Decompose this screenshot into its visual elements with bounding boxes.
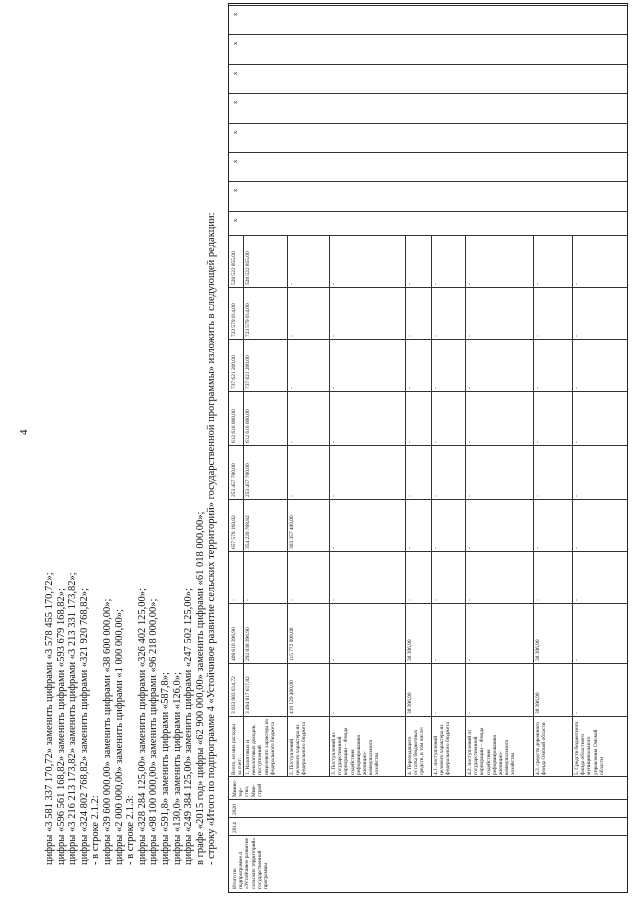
amount-cell: - xyxy=(289,599,295,601)
grid-vline xyxy=(229,391,627,392)
amount-cell: 303 357 400,00 xyxy=(289,515,295,549)
amount-cell: - xyxy=(407,283,413,285)
amount-cell: 657 578 168,82 xyxy=(231,515,237,549)
row-title: Итого по подпрограмме 4 «Устойчивое развитие сельских территорий» государственной программы xyxy=(232,837,270,889)
grid-vline xyxy=(229,835,627,836)
amount-cell: - xyxy=(245,599,251,601)
amount-cell: - xyxy=(467,387,473,389)
amount-cell: 612 616 000,00 xyxy=(245,409,251,443)
amount-cell: - xyxy=(331,599,337,601)
amount-cell: - xyxy=(574,495,580,497)
grid-vline xyxy=(229,817,627,818)
amount-cell: - xyxy=(331,712,337,714)
amount-cell: - xyxy=(433,659,439,661)
funding-source-cell: Всего, из них расходы за счет: xyxy=(231,724,244,775)
grid-hline xyxy=(431,236,432,777)
grid-hline xyxy=(243,236,244,777)
amount-cell: - xyxy=(467,712,473,714)
instruction-line: цифры «2 000 000,00» заменить цифрами «1 000 000,00»; xyxy=(113,609,125,865)
amount-cell: - xyxy=(574,283,580,285)
amount-cell: 38 396,90 xyxy=(407,692,413,714)
instruction-line: цифры «596 561 168,82» заменить цифрами «593 679 168,82»; xyxy=(55,588,67,865)
amount-cell: 528 522 855,00 xyxy=(231,251,237,285)
amount-cell: - xyxy=(535,495,541,497)
amount-cell: - xyxy=(433,495,439,497)
amount-cell: - xyxy=(407,599,413,601)
amount-cell: - xyxy=(574,387,580,389)
grid-vline xyxy=(229,445,627,446)
grid-vline xyxy=(229,181,627,182)
grid-vline xyxy=(229,603,627,604)
grid-vline xyxy=(229,64,627,65)
not-applicable-mark: x xyxy=(232,159,239,163)
grid-hline xyxy=(533,236,534,777)
amount-cell: - xyxy=(331,335,337,337)
amount-cell: 528 522 855,00 xyxy=(245,251,251,285)
instruction-line: - в строке 2.1.2: xyxy=(90,795,102,865)
amount-cell: - xyxy=(467,547,473,549)
amount-cell: - xyxy=(535,283,541,285)
funding-source-cell: 3. Поступлений из государственной корпорации – Фонда содействия реформированию жилищно-коммунального хозяйства xyxy=(331,727,381,775)
amount-cell: 38 396,90 xyxy=(407,639,413,661)
grid-vline xyxy=(229,287,627,288)
instruction-line: цифры «324 802 768,82» заменить цифрами «321 920 768,82»; xyxy=(78,588,90,865)
amount-cell: - xyxy=(433,599,439,601)
page-number: 4 xyxy=(18,429,30,435)
instruction-line: цифры «130,0» заменить цифрами «126,0»; xyxy=(171,672,183,865)
instruction-line: - в строке 2.1.3: xyxy=(125,795,137,865)
amount-cell: - xyxy=(331,387,337,389)
subprogram-total-table xyxy=(228,3,628,893)
amount-cell: - xyxy=(331,659,337,661)
amount-cell: - xyxy=(289,283,295,285)
amount-cell: - xyxy=(433,335,439,337)
amount-cell: 737 621 200,00 xyxy=(245,355,251,389)
amount-cell: - xyxy=(407,495,413,497)
amount-cell: - xyxy=(467,659,473,661)
amount-cell: - xyxy=(289,441,295,443)
grid-vline xyxy=(229,499,627,500)
grid-vline xyxy=(229,123,627,124)
amount-cell: 419 129 400,00 xyxy=(289,680,295,714)
amount-cell: 3 494 817 617,82 xyxy=(245,676,251,714)
grid-hline xyxy=(287,236,288,777)
funding-source-cell: 1. Налоговых и неналоговых доходов, поступлений нецелевого характера из федерального бюджета xyxy=(245,719,276,775)
funding-source-cell: 4.3. средств дорожного фонда Омской области xyxy=(535,722,548,775)
amount-cell: - xyxy=(289,335,295,337)
executor: Минис-тер-ство, Мин-строй xyxy=(232,779,263,797)
amount-cell: - xyxy=(535,335,541,337)
grid-vline xyxy=(229,339,627,340)
amount-cell: - xyxy=(331,547,337,549)
funding-source-cell: 4. Переходящего остатка бюджетных средств, в том числе: xyxy=(407,726,426,775)
amount-cell: - xyxy=(467,599,473,601)
not-applicable-mark: x xyxy=(232,12,239,16)
amount-cell: - xyxy=(407,387,413,389)
not-applicable-mark: x xyxy=(232,218,239,222)
amount-cell: 612 616 000,00 xyxy=(231,409,237,443)
grid-vline xyxy=(229,799,627,800)
amount-cell: - xyxy=(574,547,580,549)
grid-hline xyxy=(329,236,330,777)
instruction-line: цифры «98 100 000,00» заменить цифрами «96 218 000,00»; xyxy=(148,598,160,865)
amount-cell: 38 396,90 xyxy=(535,639,541,661)
funding-source-cell: 4.1. поступлений целевого характера из федерального бюджета xyxy=(433,721,452,775)
amount-cell: - xyxy=(433,283,439,285)
amount-cell: - xyxy=(574,335,580,337)
grid-hline xyxy=(465,236,466,777)
amount-cell: - xyxy=(433,712,439,714)
grid-vline xyxy=(229,152,627,153)
amount-cell: - xyxy=(289,495,295,497)
instruction-line: - строку «Итого по подпрограмме 4 «Устойчивое развитие сельских территорий» государственной программы» изложить в следующей редакции: xyxy=(206,212,218,865)
amount-cell: - xyxy=(574,712,580,714)
amount-cell: 737 621 200,00 xyxy=(231,355,237,389)
amount-cell: 723 579 014,00 xyxy=(245,303,251,337)
amount-cell: - xyxy=(433,547,439,549)
year-from: 2014 xyxy=(232,822,238,833)
amount-cell: 115 772 000,00 xyxy=(289,627,295,661)
not-applicable-mark: x xyxy=(232,41,239,45)
amount-cell: - xyxy=(467,441,473,443)
instruction-line: цифры «39 600 000,00» заменить цифрами «38 600 000,00»; xyxy=(101,598,113,865)
grid-vline xyxy=(229,551,627,552)
grid-vline xyxy=(229,34,627,35)
amount-cell: - xyxy=(407,335,413,337)
not-applicable-mark: x xyxy=(232,130,239,134)
instruction-line: в графе «2015 год» цифры «62 900 000,00» заменить цифрами «61 018 000,00»; xyxy=(194,511,206,865)
amount-cell: - xyxy=(331,283,337,285)
instruction-line: цифры «3 216 213 173,82» заменить цифрами «3 213 331 173,82»; xyxy=(67,572,79,865)
amount-cell: - xyxy=(574,599,580,601)
grid-vline xyxy=(229,663,627,664)
not-applicable-mark: x xyxy=(232,188,239,192)
funding-source-cell: 5. Средств бюджетного фонда областного муниципального управления Омской области xyxy=(574,721,605,775)
not-applicable-mark: x xyxy=(232,71,239,75)
amount-cell: - xyxy=(467,335,473,337)
amount-cell: - xyxy=(574,659,580,661)
funding-source-cell: 2. Поступлений целевого характера из федерального бюджета xyxy=(289,721,308,775)
amount-cell: 292 838 396,90 xyxy=(245,627,251,661)
instruction-line: цифры «328 284 125,00» заменить цифрами «326 402 125,00»; xyxy=(136,588,148,865)
grid-vline xyxy=(229,776,627,777)
amount-cell: - xyxy=(467,495,473,497)
amount-cell: 354 220 768,82 xyxy=(245,515,251,549)
instruction-line: цифры «591,8» заменить цифрами «587,8»; xyxy=(159,672,171,865)
funding-source-cell: 4.2. поступлений от государственной корпорации – Фонда содействия реформированию жилищно-коммунального хозяйства xyxy=(467,727,517,775)
amount-cell: 723 579 014,00 xyxy=(231,303,237,337)
amount-cell: 253 457 780,00 xyxy=(231,463,237,497)
instruction-line: цифры «3 581 337 170,72» заменить цифрами «3 578 455 170,72»; xyxy=(44,572,55,865)
year-to: 2020 xyxy=(232,804,238,815)
not-applicable-mark: x xyxy=(232,100,239,104)
grid-vline xyxy=(229,211,627,212)
grid-hline xyxy=(405,236,406,777)
amount-cell: - xyxy=(407,547,413,549)
grid-vline xyxy=(229,716,627,717)
instruction-line: цифры «249 384 125,00» заменить цифрами «247 502 125,00»; xyxy=(183,588,195,865)
amount-cell: - xyxy=(574,441,580,443)
amount-cell: - xyxy=(331,441,337,443)
grid-hline xyxy=(572,236,573,777)
amount-cell: - xyxy=(433,441,439,443)
amount-cell: - xyxy=(331,495,337,497)
amount-cell: - xyxy=(535,387,541,389)
amount-cell: 253 457 780,00 xyxy=(245,463,251,497)
grid-vline xyxy=(229,93,627,94)
amount-cell: 3 933 983 614,72 xyxy=(231,676,237,714)
amount-cell: - xyxy=(467,283,473,285)
amendment-instructions xyxy=(44,212,218,865)
amount-cell: - xyxy=(535,547,541,549)
amount-cell: - xyxy=(535,599,541,601)
amount-cell: 38 396,90 xyxy=(535,692,541,714)
amount-cell: - xyxy=(535,441,541,443)
amount-cell: 408 610 396,90 xyxy=(231,627,237,661)
grid-vline xyxy=(229,235,627,236)
amount-cell: - xyxy=(407,441,413,443)
grid-vline xyxy=(229,5,627,6)
amount-cell: - xyxy=(289,387,295,389)
amount-cell: - xyxy=(231,599,237,601)
amount-cell: - xyxy=(433,387,439,389)
